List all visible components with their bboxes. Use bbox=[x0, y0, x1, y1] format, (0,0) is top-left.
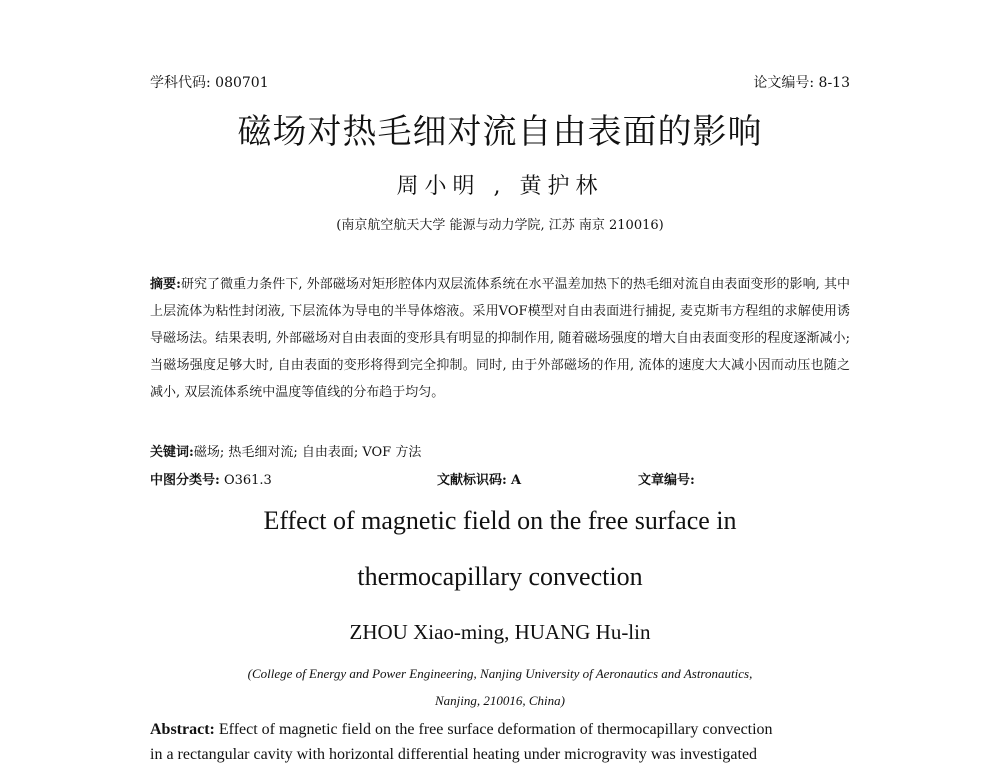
doc-code-label: 文献标识码: bbox=[437, 473, 507, 488]
document-code bbox=[437, 469, 521, 488]
abstract-cn bbox=[150, 271, 850, 406]
affiliation-cn: (南京航空航天大学 能源与动力学院, 江苏 南京 210016) bbox=[336, 218, 664, 233]
clc-label: 中图分类号: bbox=[150, 473, 220, 488]
article-number bbox=[638, 469, 695, 488]
clc-value: O361.3 bbox=[223, 473, 272, 488]
affiliation-en-line2: Nanjing, 210016, China) bbox=[434, 693, 565, 708]
clc-number bbox=[150, 469, 272, 488]
keywords-cn bbox=[150, 441, 421, 460]
keywords-cn-text: 磁场; 热毛细对流; 自由表面; VOF 方法 bbox=[193, 445, 422, 460]
authors-en: ZHOU Xiao-ming, HUANG Hu-lin bbox=[349, 620, 651, 644]
abstract-cn-label: 摘要: bbox=[150, 277, 181, 292]
subject-code: 学科代码: 080701 bbox=[150, 75, 269, 91]
title-en-line2: thermocapillary convection bbox=[357, 562, 643, 591]
abstract-cn-text: 研究了微重力条件下, 外部磁场对矩形腔体内双层流体系统在水平温差加热下的热毛细对流自由表面变形的影响, 其中上层流体为粘性封闭液, 下层流体为导电的半导体熔液。采用VOF模型对自由表面进行捕捉, 麦克斯韦方程组的求解使用诱导磁场法。结果表明, 外部磁场对自由表面的变形具有明显的抑制作用, 随着磁场强度的增大自由表面变形的程度逐渐减小; 当磁场强度足够大时, 自由表面的变形将得到完全抑制。同时, 由于外部磁场的作用, 流体的速度大大减小因而动压也随之减小, 双层流体系统中温度等值线的分布趋于均匀。 bbox=[150, 277, 850, 400]
abstract-en-line2: in a rectangular cavity with horizontal differential heating under microgravity was investigated bbox=[150, 746, 758, 763]
page-title-cn: 磁场对热毛细对流自由表面的影响 bbox=[237, 112, 763, 152]
abstract-en-text-1: Effect of magnetic field on the free surface deformation of thermocapillary convection bbox=[218, 721, 773, 738]
authors-cn: 周小明 , 黄护林 bbox=[396, 174, 604, 199]
article-no-label: 文章编号: bbox=[638, 473, 695, 488]
affiliation-en-line1: (College of Energy and Power Engineering, Nanjing University of Aeronautics and Astronautics, bbox=[247, 666, 753, 681]
abstract-en-line1 bbox=[150, 721, 773, 739]
title-en-line1: Effect of magnetic field on the free surface in bbox=[263, 506, 737, 535]
paper-number: 论文编号: 8-13 bbox=[753, 75, 850, 91]
keywords-cn-label: 关键词: bbox=[150, 445, 194, 460]
abstract-en-label: Abstract: bbox=[150, 721, 215, 738]
doc-code-value: A bbox=[510, 473, 522, 488]
